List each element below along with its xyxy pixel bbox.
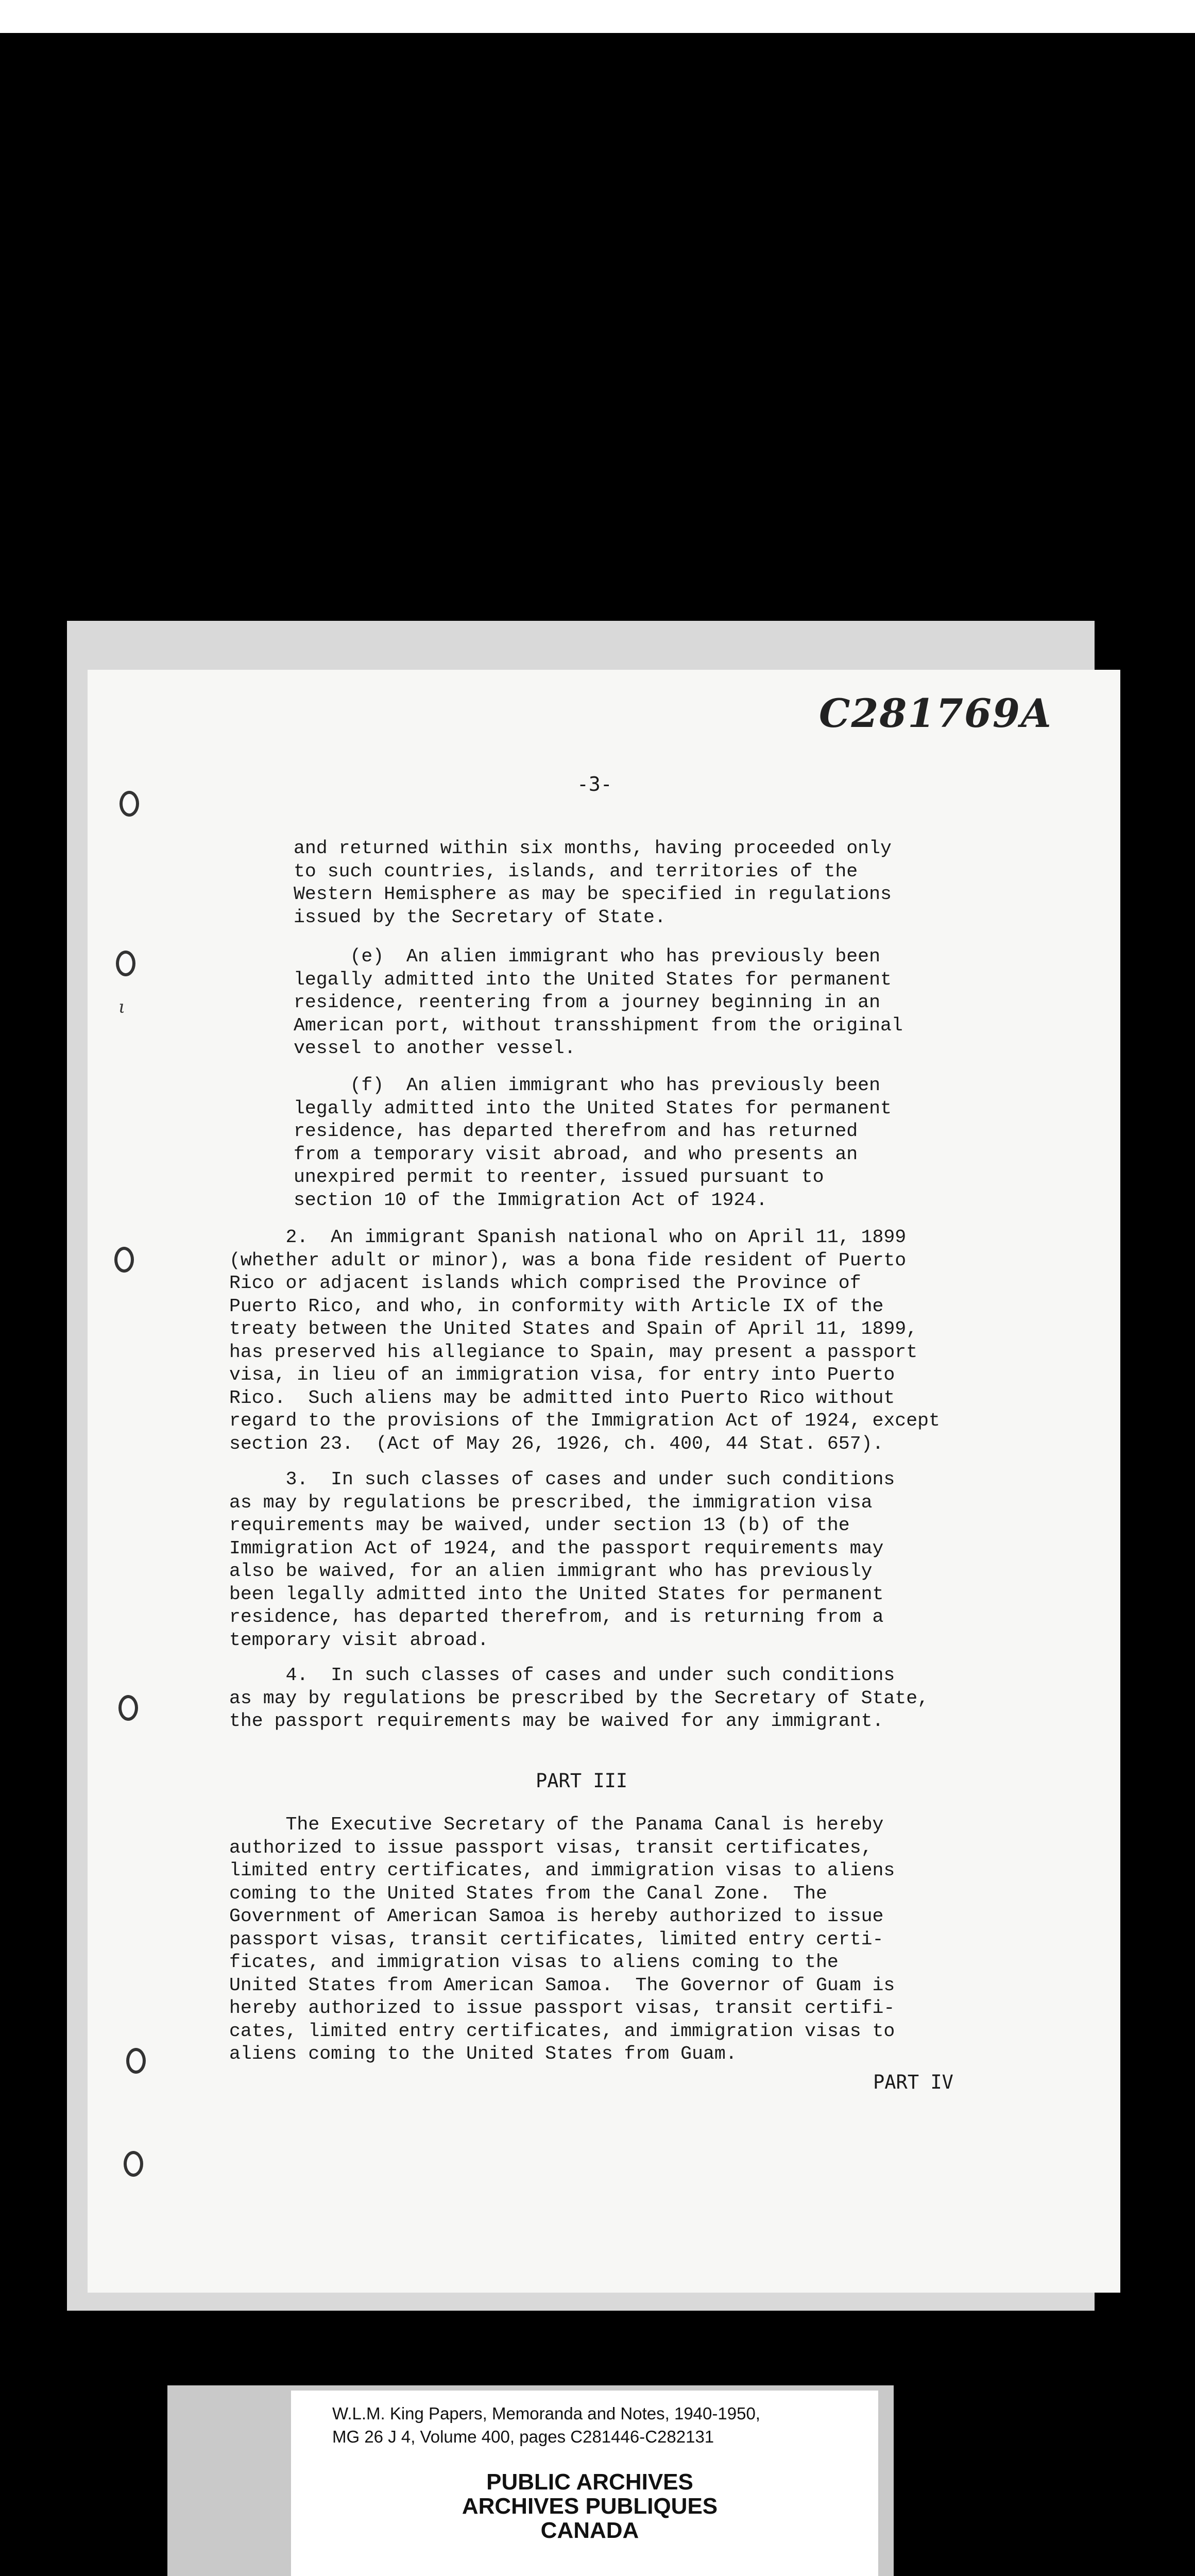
paragraph-item-4: 4. In such classes of cases and under such conditions as may by regulations be prescribed by the Secretary of State, the passport requirements may be waived for any immigrant. xyxy=(229,1665,929,1732)
archive-collection-line: W.L.M. King Papers, Memoranda and Notes, 1940-1950, xyxy=(332,2404,760,2423)
punch-hole-icon xyxy=(114,1247,134,1273)
archive-stamp-country: CANADA xyxy=(540,2518,639,2543)
paragraph-part-iii: The Executive Secretary of the Panama Canal is hereby authorized to issue passport visas, transit certificates, limited entry certificates, and immigration visas to aliens coming to the United States from the Canal Zone. The Government of American Samoa is hereby authorized to issue passport visas, transit certificates, limited entry certi- ficates, and immigration visas to aliens coming to the United States from American Samoa. The Governor of Guam is hereby authorized to issue passport visas, transit certifi- cates, limited entry certificates, and immigration visas to aliens coming to the United States from Guam. xyxy=(229,1814,895,2064)
page-number: -3- xyxy=(577,773,612,795)
part-iii-heading: PART III xyxy=(536,1770,628,1792)
part-iv-catchword: PART IV xyxy=(873,2071,953,2093)
scan-top-strip xyxy=(0,0,1195,33)
archive-stamp-french: ARCHIVES PUBLIQUES xyxy=(462,2494,718,2519)
paragraph-item-2: 2. An immigrant Spanish national who on April 11, 1899 (whether adult or minor), was a bona fide resident of Puerto Rico or adjacent islands which comprised the Province of Puerto Rico, and who, in conformity with Article IX of the treaty between the United States and Spain of April 11, 1899, has preserved his allegiance to Spain, may present a passport visa, in lieu of an immigration visa, for entry into Puerto Rico. Such aliens may be admitted into Puerto Rico without regard to the provisions of the Immigration Act of 1924, except section 23. (Act of May 26, 1926, ch. 400, 44 Stat. 657). xyxy=(229,1227,940,1454)
paragraph-item-3: 3. In such classes of cases and under such conditions as may by regulations be prescribed, the immigration visa requirements may be waived, under section 13 (b) of the Immigration Act of 1924, and the passport requirements may also be waived, for an alien immigrant who has previously been legally admitted into the United States for permanent residence, has departed therefrom, and is returning from a temporary visit abroad. xyxy=(229,1469,895,1651)
document-page xyxy=(88,670,1120,2293)
punch-hole-icon xyxy=(116,951,135,976)
archive-volume-line: MG 26 J 4, Volume 400, pages C281446-C282131 xyxy=(332,2427,714,2446)
punch-hole-icon xyxy=(126,2048,146,2074)
archive-stamp-english: PUBLIC ARCHIVES xyxy=(486,2469,693,2495)
punch-hole-icon xyxy=(124,2151,143,2177)
paragraph-clause-e: (e) An alien immigrant who has previously been legally admitted into the United States for permanent residence, reentering from a journey beginning in an American port, without transshipment from the original vessel to another vessel. xyxy=(294,946,903,1059)
punch-hole-icon xyxy=(118,1695,138,1721)
paragraph-clause-f: (f) An alien immigrant who has previously been legally admitted into the United States for permanent residence, has departed therefrom and has returned from a temporary visit abroad, and who presents an unexpired permit to reenter, issued pursuant to section 10 of the Immigration Act of 1924. xyxy=(294,1075,892,1211)
punch-hole-icon xyxy=(120,791,139,817)
paragraph-continued-d: and returned within six months, having proceeded only to such countries, islands, and territories of the Western Hemisphere as may be specified in regulations issued by the Secretary of State. xyxy=(294,838,892,928)
archive-number: C281769A xyxy=(819,690,1052,736)
margin-mark: ι xyxy=(118,997,126,1018)
